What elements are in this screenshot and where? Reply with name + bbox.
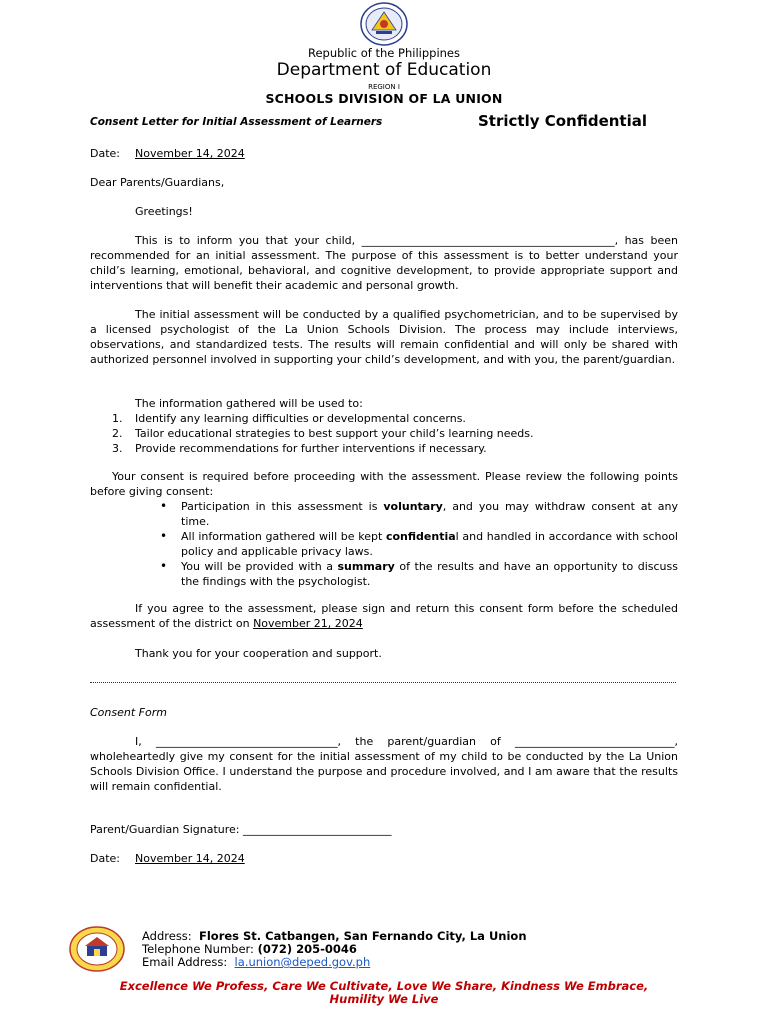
date-value: November 14, 2024 [135,852,245,865]
header-division: SCHOOLS DIVISION OF LA UNION [265,91,503,106]
email-link[interactable]: la.union@deped.gov.ph [234,955,371,969]
thanks: Thank you for your cooperation and support. [135,647,382,660]
letter-subject: Consent Letter for Initial Assessment of Learners [90,116,383,128]
uses-intro: The information gathered will be used to: [135,397,363,410]
confidential-label: Strictly Confidential [478,112,647,130]
motto: Excellence We Profess, Care We Cultivate, Love We Share, Kindness We Embrace, Humility We Live [119,979,649,1006]
cut-line [90,676,676,683]
bullet-icon: • [160,499,168,513]
date-label: Date: [90,852,120,865]
form-date [90,851,678,866]
list-item: • Participation in this assessment is voluntary, and you may withdraw consent at any time. [160,499,678,528]
greeting: Greetings! [135,205,193,218]
footer-phone: Telephone Number: (072) 205-0046 [142,942,357,956]
header-republic: Republic of the Philippines [307,46,461,60]
header-department: Department of Education [276,60,492,80]
consent-statement: I, _________________________________, the parent/guardian of _____________________________, wholeheartedly give my consent for the initial assessment of my child to be conducted by the La Union Schools Division Office. I understand the purpose and procedure involved, and I am aware that the results will remain confidential. [90,735,678,793]
signature-line: Parent/Guardian Signature: ___________________________ [90,823,392,836]
date-value: November 14, 2024 [135,147,245,160]
deped-seal-icon [359,2,409,46]
consent-points [90,499,678,589]
consent-form-title: Consent Form [90,706,167,719]
date-label: Date: [90,147,120,160]
list-item: 3. Provide recommendations for further interventions if necessary. [112,442,487,455]
consent-intro: Your consent is required before proceeding with the assessment. Please review the following points before giving consent: [90,470,678,498]
uses-list [90,411,678,456]
list-item: • You will be provided with a summary of the results and have an opportunity to discuss the findings with the psychologist. [160,559,678,588]
list-item: 2. Tailor educational strategies to best support your child’s learning needs. [112,427,534,440]
paragraph-process: The initial assessment will be conducted by a qualified psychometrician, and to be supervised by a licensed psychologist of the La Union Schools Division. The process may include interviews, observations, and standardized tests. The results will remain confidential and will only be shared with authorized personnel involved in supporting your child’s development, and with you, the parent/guardian. [90,308,678,366]
list-item: • All information gathered will be kept confidential and handled in accordance with school policy and applicable privacy laws. [160,529,678,558]
paragraph-purpose: This is to inform you that your child, ______________________________________________, has been recommended for an initial assessment. The purpose of this assessment is to better understand your child’s learning, emotional, behavioral, and cognitive development, to provide appropriate support and interventions that will benefit their academic and personal growth. [90,234,678,292]
bullet-icon: • [160,559,168,573]
return-date: November 21, 2024 [253,617,363,630]
header-region: REGION I [368,83,400,91]
footer-email: Email Address: la.union@deped.gov.ph [142,955,371,969]
letter-date [90,146,678,161]
division-seal-icon [68,925,126,973]
bullet-icon: • [160,529,168,543]
return-paragraph: If you agree to the assessment, please sign and return this consent form before the scheduled assessment of the district on November 21, 2024 [90,602,678,630]
salutation: Dear Parents/Guardians, [90,176,225,189]
footer-address: Address: Flores St. Catbangen, San Fernando City, La Union [142,929,527,943]
list-item: 1. Identify any learning difficulties or developmental concerns. [112,412,466,425]
